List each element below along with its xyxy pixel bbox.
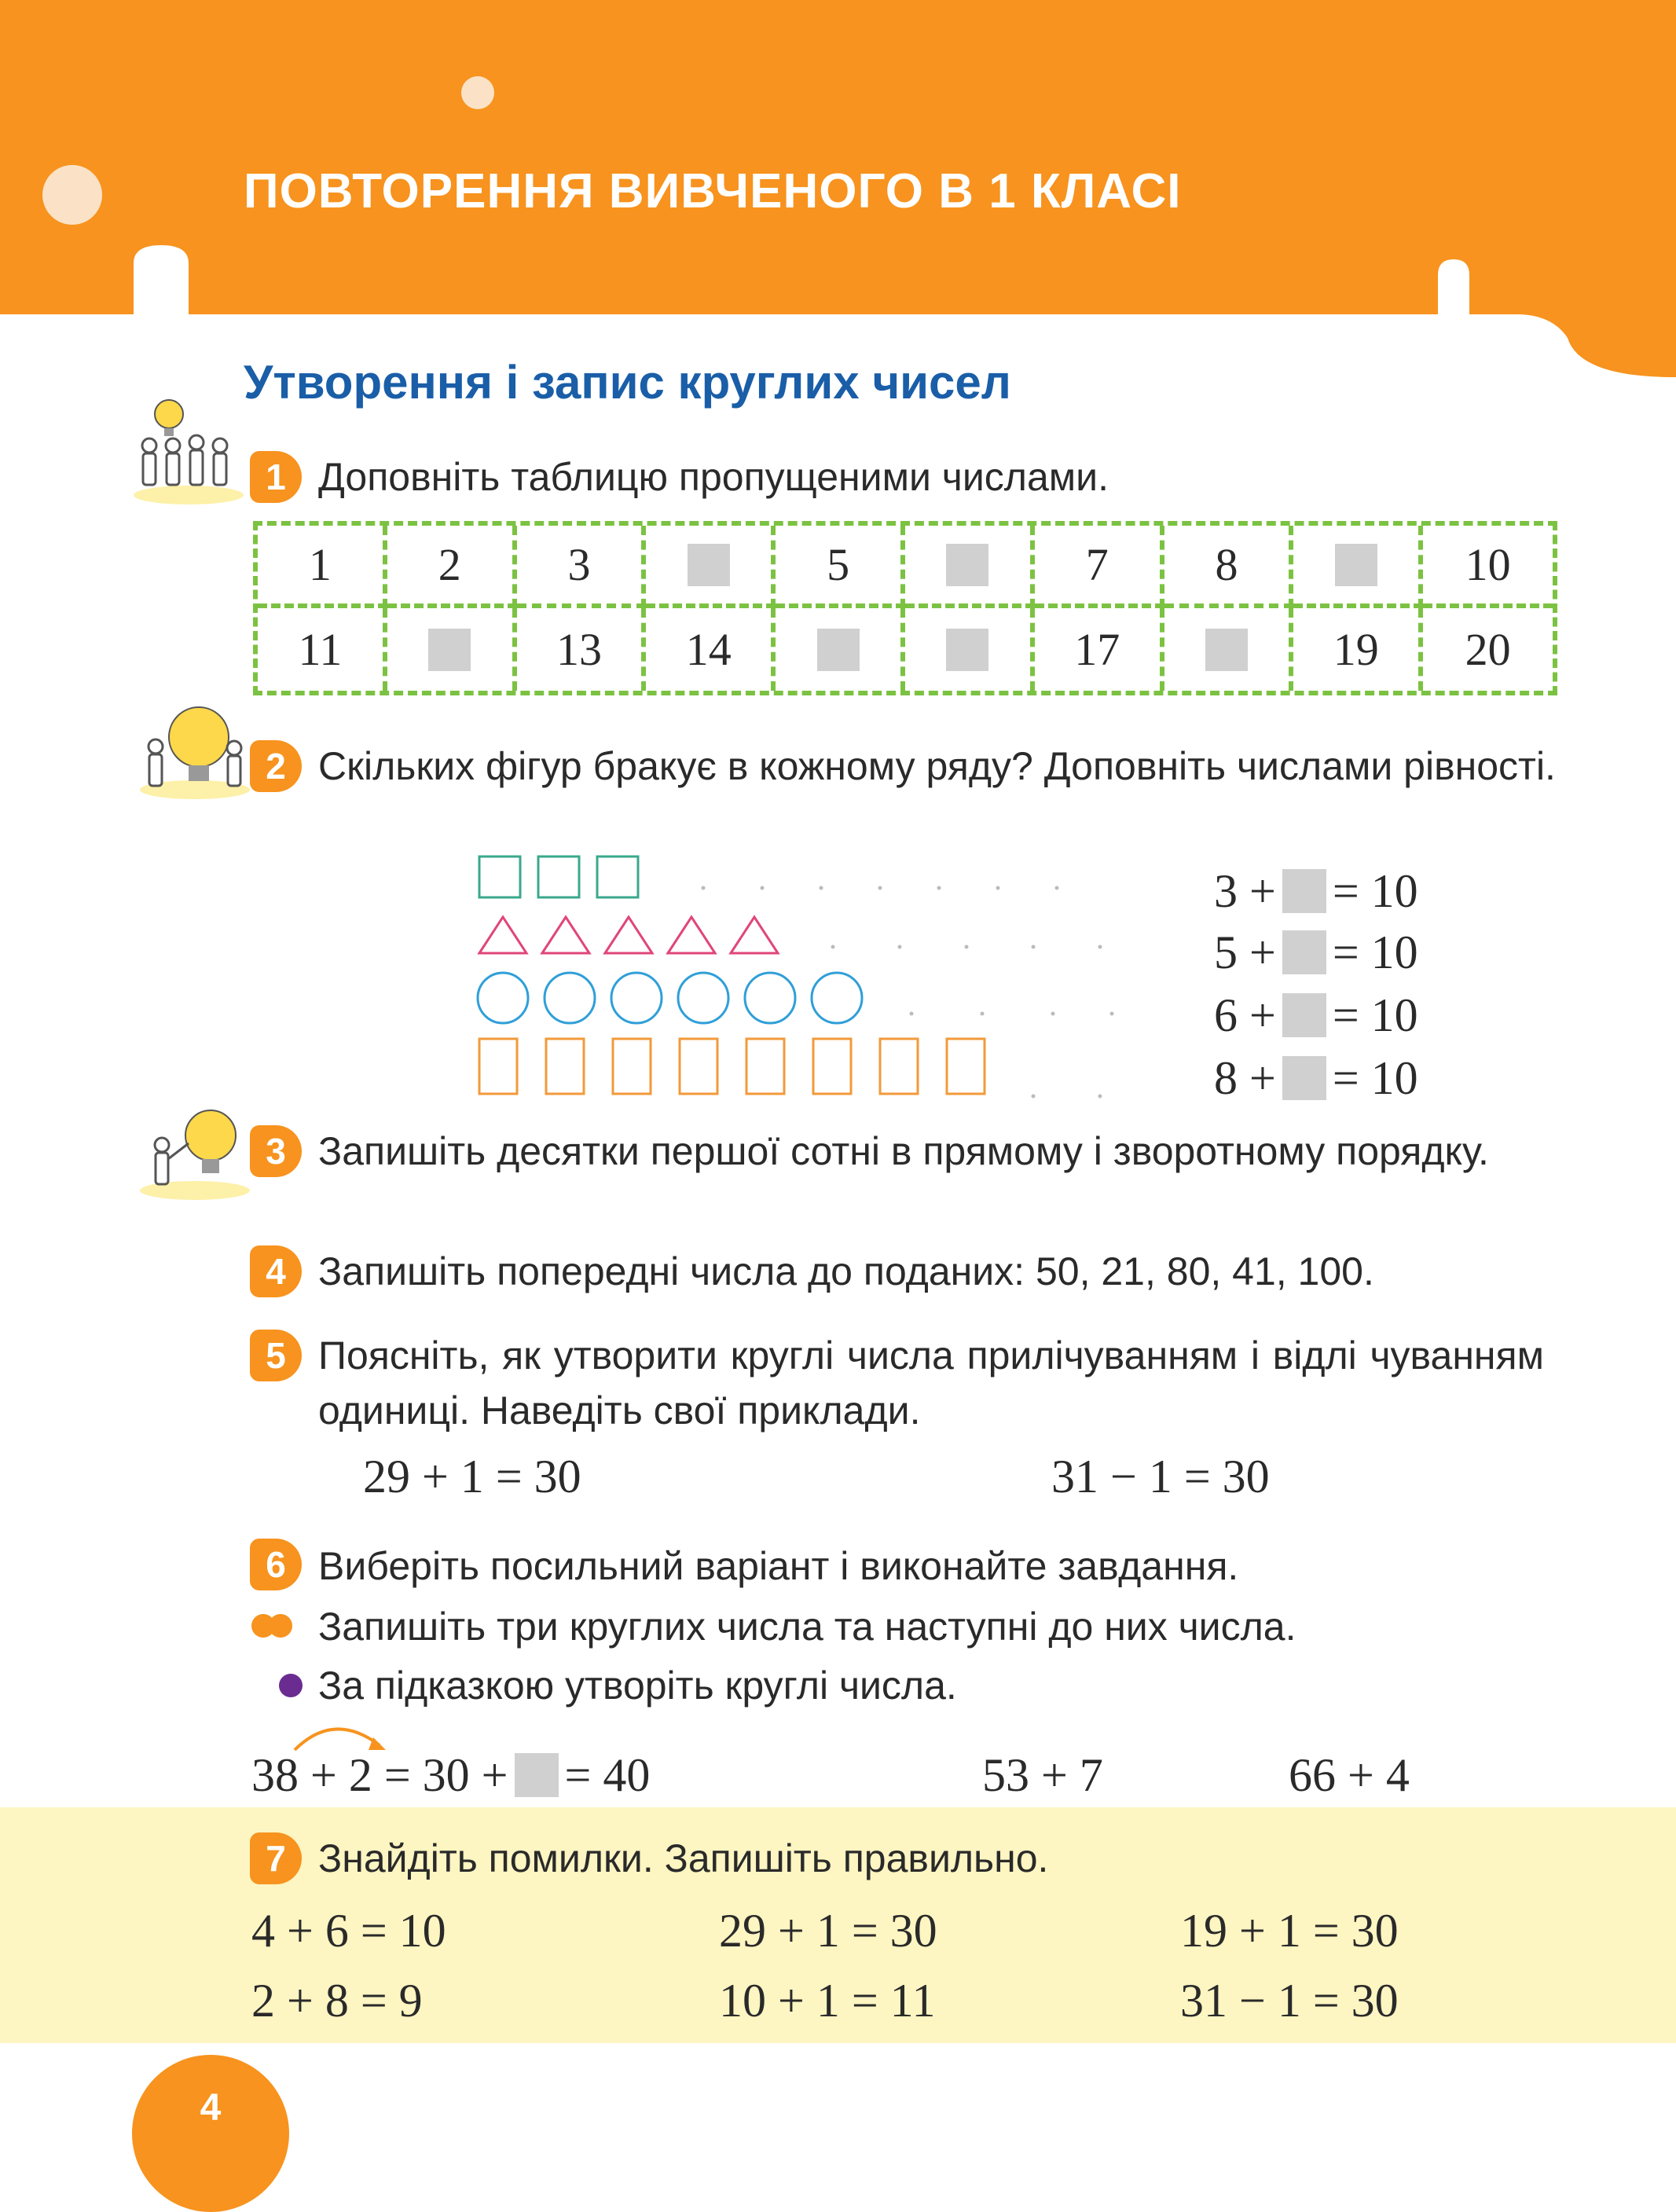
task-1-text: Доповніть таблицю пропущеними числами. (318, 455, 1109, 499)
one-dot-icon (279, 1674, 303, 1697)
task-6-option-b: За підказкою утворіть круглі числа. (318, 1664, 957, 1708)
decor-circle-large (42, 165, 102, 225)
task-5-example-left: 29 + 1 = 30 (363, 1451, 581, 1502)
circle-shape (812, 973, 862, 1023)
table-cell[interactable] (1293, 526, 1423, 608)
section-title: Утворення і запис круглих чисел (244, 356, 1011, 409)
task-7-text: Знайдіть помилки. Запишіть правильно. (318, 1836, 1049, 1880)
answer-box[interactable] (1282, 1056, 1326, 1100)
missing-number-box[interactable] (1205, 629, 1248, 671)
table-cell[interactable] (776, 608, 905, 691)
placeholder-dots (702, 886, 1114, 1099)
rectangle-shape (613, 1039, 651, 1094)
eq-result: = 10 (1332, 989, 1418, 1041)
square-shape (597, 857, 638, 897)
answer-box[interactable] (1282, 869, 1326, 913)
rectangle-shape (680, 1039, 717, 1094)
table-cell: 17 (1035, 608, 1164, 691)
page-number-badge (132, 2055, 289, 2212)
task-3-text: Запишіть десятки першої сотні в прямому і зворотному порядку. (318, 1129, 1489, 1173)
circle-shape (678, 973, 728, 1023)
page-title: ПОВТОРЕННЯ ВИВЧЕНОГО В 1 КЛАСІ (244, 164, 1182, 218)
task-7-equation: 31 − 1 = 30 (1180, 1975, 1399, 2027)
circle-shape (745, 973, 795, 1023)
formula-part: 38 + 2 = 30 + (251, 1749, 508, 1801)
table-cell: 13 (517, 608, 647, 691)
task-6-badge: 6 (250, 1539, 302, 1590)
triangle-shape (668, 917, 715, 953)
rectangle-shape (479, 1039, 517, 1094)
task-6-option-a: Запишіть три круглих числа та наступні до них числа. (318, 1605, 1296, 1649)
eq-op: + (1249, 1052, 1276, 1104)
rectangle-shape (947, 1039, 985, 1094)
shapes-rows (471, 845, 1131, 1108)
rectangles-row (479, 1039, 985, 1094)
table-cell: 7 (1035, 526, 1164, 608)
task-5-example-right: 31 − 1 = 30 (1051, 1451, 1270, 1502)
eq-term: 3 (1214, 865, 1238, 917)
table-cell[interactable] (1164, 608, 1294, 691)
circle-shape (545, 973, 595, 1023)
task-4-badge: 4 (250, 1245, 302, 1297)
task-7-equation: 19 + 1 = 30 (1180, 1905, 1399, 1957)
table-cell: 10 (1423, 526, 1553, 608)
eq-result: = 10 (1332, 1052, 1418, 1104)
square-shape (538, 857, 579, 897)
table-cell: 14 (646, 608, 776, 691)
formula-part: = 40 (564, 1749, 651, 1801)
table-cell: 8 (1164, 526, 1294, 608)
table-cell: 5 (776, 526, 905, 608)
table-cell: 2 (387, 526, 517, 608)
rectangle-shape (546, 1039, 584, 1094)
circle-shape (478, 973, 528, 1023)
task-7-equation: 4 + 6 = 10 (251, 1905, 446, 1957)
rectangle-shape (746, 1039, 784, 1094)
decor-circle-small (461, 76, 494, 109)
task-2-text: Скільких фігур бракує в кожному ряду? Доповніть числами рівності. (318, 744, 1556, 788)
missing-number-box[interactable] (817, 629, 860, 671)
table-cell[interactable] (905, 608, 1035, 691)
missing-number-box[interactable] (428, 629, 471, 671)
circles-row (478, 973, 862, 1023)
task-6-example-2: 53 + 7 (982, 1749, 1103, 1801)
rectangle-shape (880, 1039, 918, 1094)
task-2-equation (1214, 989, 1544, 1043)
table-cell[interactable] (387, 608, 517, 691)
task-7-equation: 29 + 1 = 30 (719, 1905, 937, 1957)
square-shape (479, 857, 520, 897)
table-cell: 19 (1293, 608, 1423, 691)
task-1-badge: 1 (250, 451, 302, 503)
eq-term: 5 (1214, 926, 1238, 978)
table-cell: 20 (1465, 624, 1511, 675)
eq-op: + (1249, 989, 1276, 1041)
table-cell[interactable] (646, 526, 776, 608)
squares-row (479, 857, 638, 897)
number-table (253, 521, 1557, 695)
task-5-text: Поясніть, як утворити круглі числа прилічуванням і відлі чуванням одиниці. Наведіть свої приклади. (318, 1333, 1544, 1432)
circle-shape (611, 973, 662, 1023)
task-5-badge: 5 (250, 1330, 302, 1381)
lightbulb-group-icon (130, 389, 248, 507)
rectangle-shape (813, 1039, 851, 1094)
pointer-person-icon (132, 1104, 250, 1202)
task-6-example-1 (251, 1748, 650, 1803)
eq-result: = 10 (1332, 865, 1418, 917)
task-7-equation: 2 + 8 = 9 (251, 1975, 423, 2027)
task-4-text: Запишіть попередні числа до поданих: 50, 21, 80, 41, 100. (318, 1249, 1374, 1293)
table-cell: 3 (517, 526, 647, 608)
answer-box[interactable] (1282, 930, 1326, 974)
answer-box[interactable] (515, 1753, 559, 1797)
table-cell: 11 (258, 608, 387, 691)
task-2-equation (1214, 864, 1544, 919)
missing-number-box[interactable] (688, 544, 730, 586)
missing-number-box[interactable] (946, 629, 988, 671)
table-cell[interactable] (905, 526, 1035, 608)
triangles-row (479, 917, 778, 953)
triangle-shape (479, 917, 526, 953)
task-7-equation: 10 + 1 = 11 (719, 1975, 936, 2027)
lightbulb-icon (132, 699, 250, 802)
task-6-example-3: 66 + 4 (1289, 1749, 1410, 1801)
two-dot-icon-b (269, 1614, 292, 1638)
answer-box[interactable] (1282, 993, 1326, 1037)
page-number: 4 (200, 2087, 222, 2129)
eq-op: + (1249, 926, 1276, 978)
missing-number-box[interactable] (946, 544, 988, 586)
triangle-shape (731, 917, 778, 953)
table-cell: 1 (258, 526, 387, 608)
eq-term: 8 (1214, 1052, 1238, 1104)
task-7-badge: 7 (250, 1832, 302, 1884)
task-6-text: Виберіть посильний варіант і виконайте завдання. (318, 1544, 1239, 1588)
task-2-badge: 2 (250, 740, 302, 792)
triangle-shape (605, 917, 652, 953)
task-2-equation (1214, 926, 1544, 980)
eq-result: = 10 (1332, 926, 1418, 978)
missing-number-box[interactable] (1335, 544, 1377, 586)
task-2-equation (1214, 1051, 1544, 1106)
triangle-shape (542, 917, 589, 953)
task-3-badge: 3 (250, 1125, 302, 1177)
eq-op: + (1249, 865, 1276, 917)
eq-term: 6 (1214, 989, 1238, 1041)
